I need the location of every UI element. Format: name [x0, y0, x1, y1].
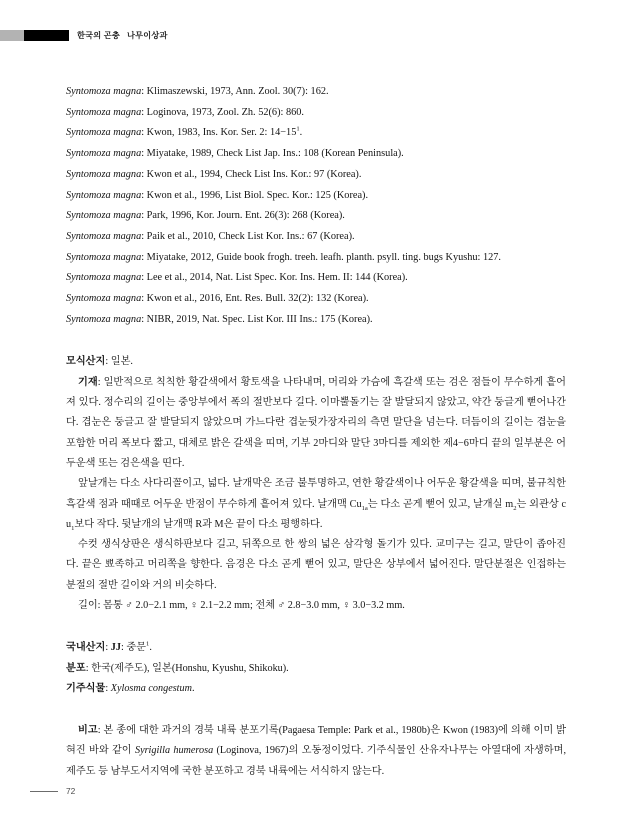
taxon-name: Syntomoza magna [66, 189, 142, 201]
description-label: 기재 [78, 376, 98, 388]
citation-tail: . [299, 127, 303, 139]
type-locality-line [66, 352, 566, 372]
citation-text: : Kwon, 1983, Ins. Kor. Ser. 2: 14−15 [141, 127, 297, 139]
taxon-name: Syntomoza magna [66, 148, 142, 160]
page-footer [30, 786, 75, 796]
synonymy-entry [66, 206, 566, 227]
host-plant-label: 기주식물 [66, 682, 106, 694]
footnote-marker: 1 [296, 125, 300, 133]
remarks-section [66, 721, 566, 782]
header-book-title: 한국의 곤충 [77, 30, 121, 40]
synonymy-entry [66, 144, 566, 165]
citation-text: : Kwon et al., 1996, List Biol. Spec. Kor.: 125 (Korea). [141, 189, 369, 201]
taxon-name: Syntomoza magna [66, 251, 142, 263]
remarks-paragraph [66, 721, 566, 782]
synonymy-entry [66, 227, 566, 248]
header-title [77, 30, 168, 41]
taxon-name: Syntomoza magna [66, 293, 142, 305]
header-family-title: 나무이상과 [127, 30, 168, 40]
vein-subscript-cu1a: 1a [361, 504, 368, 512]
cell-subscript-m2: 2 [513, 504, 517, 512]
description-section [66, 373, 566, 617]
synonymy-entry [66, 123, 566, 144]
remarks-label: 비고 [78, 725, 98, 737]
host-plant-line [66, 679, 566, 699]
remarks-text-b: (Loginova, 1967)의 오동정이었다. 기주식물인 산유자나무는 아열대에 자생하며, 제주도 등 남부도서지역에 국한 분포하고 경북 내륙에는 서식하지 않는다. [66, 745, 567, 777]
citation-text: : Loginova, 1973, Zool. Zh. 52(6): 860. [141, 106, 304, 118]
taxon-name: Syntomoza magna [66, 127, 142, 139]
citation-text: : Miyatake, 2012, Guide book frogh. treeh. leafh. planth. psyll. ting. bugs Kyushu: 127. [141, 251, 502, 263]
type-locality-label: 모식산지 [66, 356, 106, 368]
host-plant-colon: : [105, 682, 111, 694]
measurements-text: 길이: 몸통 ♂ 2.0−2.1 mm, ♀ 2.1−2.2 mm; 전체 ♂ 2.8−3.0 mm, ♀ 3.0−3.2 mm. [78, 600, 405, 611]
taxon-name: Syntomoza magna [66, 230, 142, 242]
taxon-name: Syntomoza magna [66, 106, 142, 118]
korea-locality-code: JJ [110, 642, 121, 654]
citation-text: : Klimaszewski, 1973, Ann. Zool. 30(7): 162. [141, 86, 329, 97]
citation-text: : Lee et al., 2014, Nat. List Spec. Kor. Ins. Hem. II: 144 (Korea). [141, 272, 408, 284]
host-plant-tail: . [191, 682, 195, 694]
korea-locality-tail: . [149, 642, 152, 654]
description-text-2c: 는 외관상 cu [66, 498, 566, 530]
description-text-3: 수컷 생식상판은 생식하판보다 길고, 뒤쪽으로 한 쌍의 넓은 삼각형 돌기가 있다. 교미구는 길고, 말단이 좁아진다. 끝은 뾰족하고 머리쪽을 향한다. 음경은 다소 곧게 뻗어 있고, 말단은 상부에서 넓어진다. 말단분절은 인접하는 분절의 절반 길이와 거의 비슷하다. [66, 539, 566, 591]
description-text-2b: 는 다소 곧게 뻗어 있고, 날개실 m [367, 498, 514, 510]
synonymy-entry [66, 82, 566, 103]
description-paragraph-1 [66, 373, 566, 474]
synonymy-entry [66, 268, 566, 289]
header-black-bar [24, 30, 69, 41]
page-content [66, 82, 566, 782]
korea-localities-label: 국내산지 [66, 642, 106, 654]
korea-locality-value: : 중문 [120, 642, 147, 654]
taxon-name: Syntomoza magna [66, 313, 142, 325]
description-paragraph-2 [66, 474, 566, 535]
taxon-name: Syntomoza magna [66, 210, 142, 222]
synonymy-entry [66, 248, 566, 269]
citation-text: : Miyatake, 1989, Check List Jap. Ins.: 108 (Korean Peninsula). [141, 148, 404, 160]
citation-text: : Kwon et al., 2016, Ent. Res. Bull. 32(2): 132 (Korea). [141, 293, 369, 305]
synonymy-entry [66, 103, 566, 124]
footnote-marker: 1 [146, 640, 150, 648]
synonymy-entry [66, 165, 566, 186]
description-paragraph-3 [66, 535, 566, 596]
footer-rule [30, 791, 58, 792]
distribution-label: 분포 [66, 662, 86, 674]
type-locality-value: : 일본. [105, 356, 133, 368]
measurements-line [66, 596, 566, 616]
taxon-name: Syntomoza magna [66, 272, 142, 284]
distribution-line [66, 659, 566, 679]
synonymy-entry [66, 310, 566, 331]
host-plant-name: Xylosma congestum [110, 682, 192, 694]
description-text-2d: 보다 작다. 뒷날개의 날개맥 R과 M은 끝이 다소 평행하다. [74, 518, 323, 530]
citation-text: : Kwon et al., 1994, Check List Ins. Kor.: 97 (Korea). [141, 168, 362, 180]
citation-text: : Paik et al., 2010, Check List Kor. Ins.: 67 (Korea). [141, 230, 355, 242]
page-number: 72 [66, 786, 76, 796]
type-locality-section [66, 352, 566, 372]
distribution-value: : 한국(제주도), 일본(Honshu, Kyushu, Shikoku). [85, 662, 289, 674]
remarks-text-a: : 본 종에 대한 과거의 경북 내륙 분포기록(Pagaesa Temple: Park et al., 1980b)은 Kwon (1983)에 의해 이미 밝혀진 바와 같이 [66, 725, 566, 757]
taxon-name: Syntomoza magna [66, 86, 142, 97]
synonymy-entry [66, 186, 566, 207]
korea-localities-line: 국내산지: JJ: 중문$^1$. [66, 640, 152, 654]
description-text-1: : 일반적으로 칙칙한 황갈색에서 황토색을 나타내며, 머리와 가슴에 흑갈색 또는 검은 점들이 무수하게 흩어져 있다. 정수리의 길이는 중앙부에서 폭의 절반보다 길다. 이마뿔돌기는 잘 발달되지 않았고, 약간 둥글게 뻗어나간다. 겹눈은 둥글고 잘 발달되지 않았으며 가느다란 겹눈뒷가장자리의 측면 말단을 넘는다. 더듬이의 길이는 겹눈을 포함한 머리 폭보다 짧고, 대체로 밝은 갈색을 띠며, 기부 2마디와 말단 3마디를 제외한 제4−6마디 끝의 일부분은 어두운색 또는 검은색을 띤다. [66, 376, 566, 469]
cell-subscript-cu1: 1 [71, 524, 75, 532]
taxon-name: Syntomoza magna [66, 168, 142, 180]
remarks-species-name: Syrigilla humerosa [134, 745, 214, 757]
running-header [0, 28, 168, 42]
description-text-2a: 앞날개는 다소 사다리꼴이고, 넓다. 날개막은 조금 불투명하고, 연한 황갈색이나 어두운 황갈색을 띠며, 불규칙한 흑갈색 점과 때때로 어두운 반점이 무수하게 흩어져 있다. 날개맥 Cu [66, 478, 566, 510]
synonymy-entry [66, 289, 566, 310]
synonymy-list [66, 82, 566, 330]
citation-text: : Park, 1996, Kor. Journ. Ent. 26(3): 268 (Korea). [141, 210, 345, 222]
citation-text: : NIBR, 2019, Nat. Spec. List Kor. III Ins.: 175 (Korea). [141, 313, 373, 325]
locality-block [66, 638, 566, 699]
header-gray-bar [0, 30, 24, 41]
